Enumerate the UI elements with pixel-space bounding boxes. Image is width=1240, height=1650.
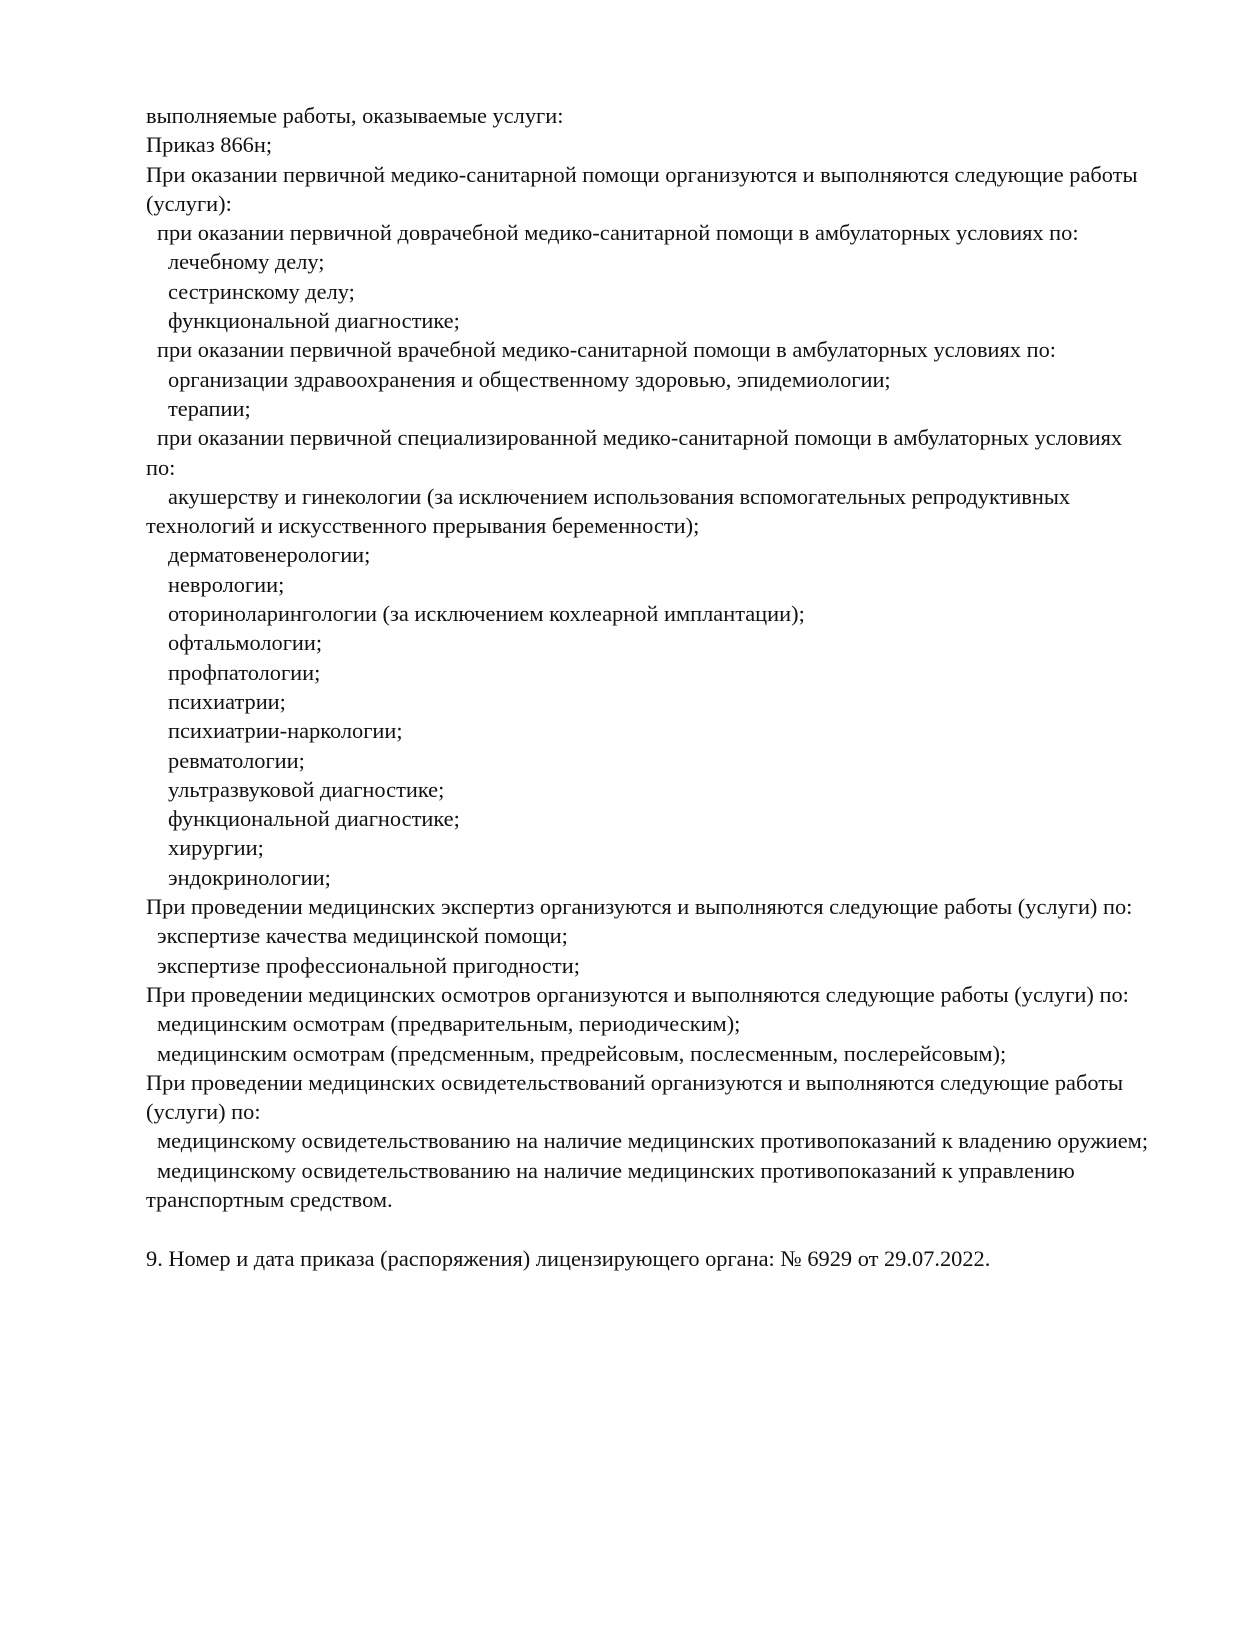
spacer — [146, 1214, 1156, 1243]
specialized-heading: при оказании первичной специализированной медико-санитарной помощи в амбулаторных условиях по: — [146, 425, 1128, 480]
document-page — [146, 101, 1156, 1273]
intro-line: выполняемые работы, оказываемые услуги: — [146, 103, 564, 128]
list-item: экспертизе качества медицинской помощи; — [157, 923, 568, 949]
list-item: офтальмологии; — [168, 630, 323, 656]
list-item: медицинскому освидетельствованию на наличие медицинских противопоказаний к владению оружием; — [157, 1128, 1149, 1154]
expertise-heading: При проведении медицинских экспертиз организуются и выполняются следующие работы (услуги) по: — [146, 894, 1133, 920]
list-item: ультразвуковой диагностике; — [168, 776, 445, 802]
list-item: организации здравоохранения и общественному здоровью, эпидемиологии; — [168, 366, 891, 392]
primary-care-heading: При оказании первичной медико-санитарной помощи организуются и выполняются следующие работы (услуги): — [146, 161, 1144, 216]
list-item: медицинским осмотрам (предварительным, периодическим); — [157, 1011, 741, 1037]
prevrach-heading: при оказании первичной доврачебной медико-санитарной помощи в амбулаторных условиях по: — [157, 220, 1079, 246]
list-item: медицинским осмотрам (предсменным, предрейсовым, послесменным, послерейсовым); — [157, 1040, 1007, 1066]
list-item: профпатологии; — [168, 659, 321, 685]
list-item: неврологии; — [168, 571, 285, 597]
list-item: эндокринологии; — [168, 864, 331, 890]
list-item: дерматовенерологии; — [168, 542, 371, 568]
list-item: терапии; — [168, 395, 251, 421]
list-item: ревматологии; — [168, 747, 305, 773]
list-item: медицинскому освидетельствованию на наличие медицинских противопоказаний к управлению транспортным средством. — [146, 1157, 1081, 1212]
certifications-heading: При проведении медицинских освидетельствований организуются и выполняются следующие работы (услуги) по: — [146, 1069, 1129, 1125]
section-9-order-info: 9. Номер и дата приказа (распоряжения) лицензирующего органа: № 6929 от 29.07.2022. — [146, 1245, 991, 1271]
list-item: психиатрии-наркологии; — [168, 718, 403, 744]
list-item: лечебному делу; — [168, 249, 325, 275]
list-item: функциональной диагностике; — [168, 806, 460, 832]
vrach-heading: при оказании первичной врачебной медико-санитарной помощи в амбулаторных условиях по: — [157, 337, 1056, 363]
list-item: функциональной диагностике; — [168, 308, 460, 334]
list-item: акушерству и гинекологии (за исключением использования вспомогательных репродуктивных технологий и искусственного прерывания беременности); — [146, 483, 1076, 539]
list-item: хирургии; — [168, 835, 264, 861]
list-item: сестринскому делу; — [168, 278, 355, 304]
examinations-heading: При проведении медицинских осмотров организуются и выполняются следующие работы (услуги) по: — [146, 981, 1129, 1007]
list-item: экспертизе профессиональной пригодности; — [157, 952, 580, 978]
list-item: оториноларингологии (за исключением кохлеарной имплантации); — [168, 601, 805, 627]
order-reference: Приказ 866н; — [146, 132, 273, 158]
list-item: психиатрии; — [168, 688, 286, 714]
